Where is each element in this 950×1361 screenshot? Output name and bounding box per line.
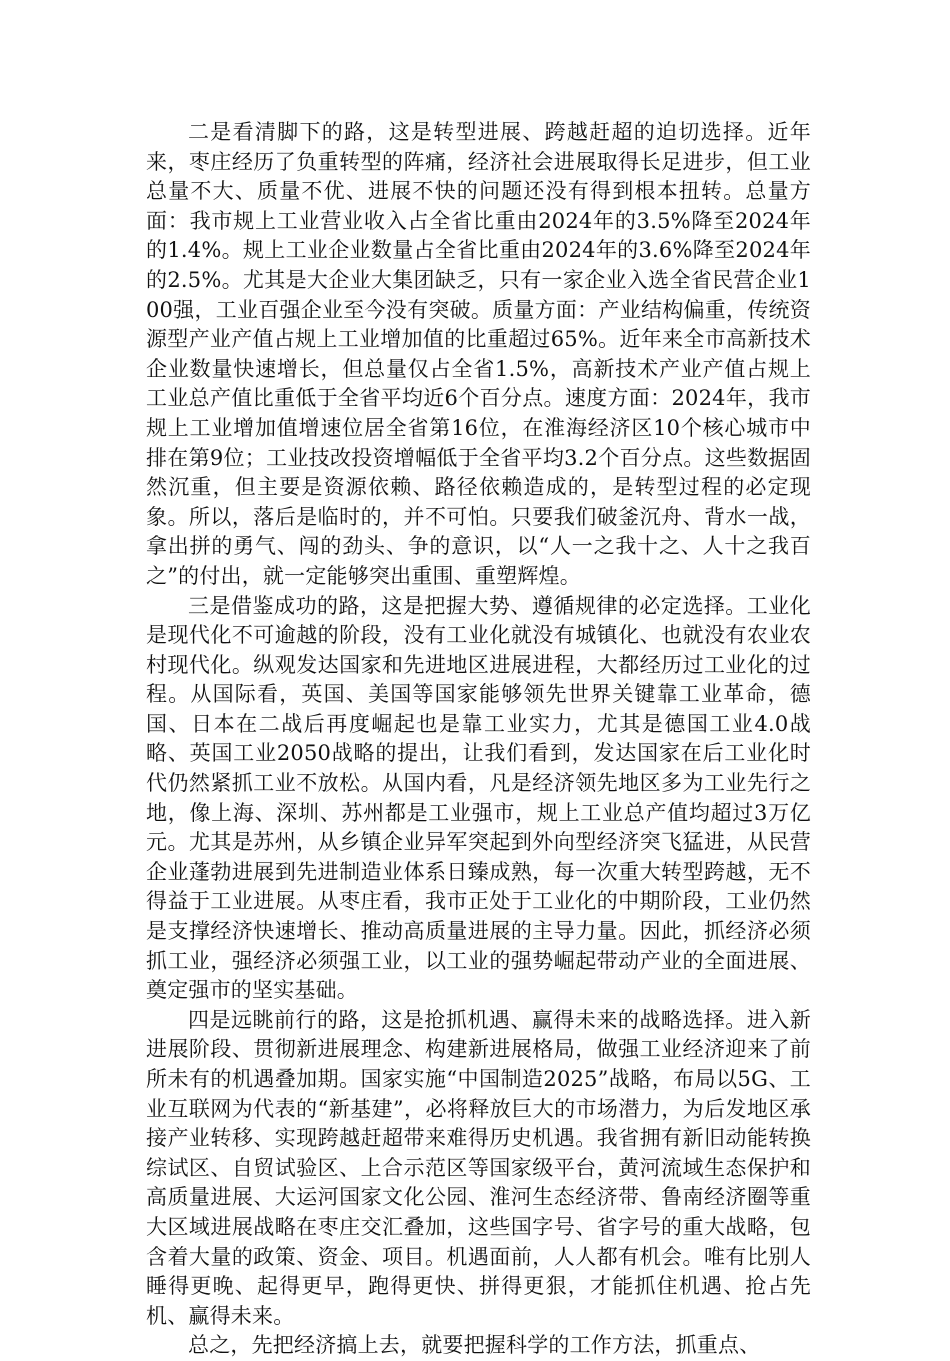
paragraph-3-successful-road: 三是借鉴成功的路，这是把握大势、遵循规律的必定选择。工业化是现代化不可逾越的阶段，没有工业化就没有城镇化、也就没有农业农村现代化。纵观发达国家和先进地区进展进程，大都经历过工业化的过程。从国际看，英国、美国等国家能够领先世界关键靠工业革命，德国、日本在二战后再度崛起也是靠工业实力，尤其是德国工业4.0战略、英国工业2050战略的提出，让我们看到，发达国家在后工业化时代仍然紧抓工业不放松。从国内看，凡是经济领先地区多为工业先行之地，像上海、深圳、苏州都是工业强市，规上工业总产值均超过3万亿元。尤其是苏州，从乡镇企业异军突起到外向型经济突飞猛进，从民营企业蓬勃进展到先进制造业体系日臻成熟，每一次重大转型跨越，无不得益于工业进展。从枣庄看，我市正处于工业化的中期阶段，工业仍然是支撑经济快速增长、推动高质量进展的主导力量。因此，抓经济必须抓工业，强经济必须强工业，以工业的强势崛起带动产业的全面进展、奠定强市的坚实基础。 — [146, 593, 811, 1003]
paragraph-summary: 总之，先把经济搞上去，就要把握科学的工作方法，抓重点、 — [188, 1333, 761, 1358]
paragraph-2-current-road: 二是看清脚下的路，这是转型进展、跨越赶超的迫切选择。近年来，枣庄经历了负重转型的阵痛，经济社会进展取得长足进步，但工业总量不大、质量不优、进展不快的问题还没有得到根本扭转。总量方面：我市规上工业营业收入占全省比重由2024年的3.5%降至2024年的1.4%。规上工业企业数量占全省比重由2024年的3.6%降至2024年的2.5%。尤其是大企业大集团缺乏，只有一家企业入选全省民营企业100强，工业百强企业至今没有突破。质量方面：产业结构偏重，传统资源型产业产值占规上工业增加值的比重超过65%。近年来全市高新技术企业数量快速增长，但总量仅占全省1.5%，高新技术产业产值占规上工业总产值比重低于全省平均近6个百分点。速度方面：2024年，我市规上工业增加值增速位居全省第16位，在淮海经济区10个核心城市中排在第9位；工业技改投资增幅低于全省平均3.2个百分点。这些数据固然沉重，但主要是资源依赖、路径依赖造成的，是转型过程的必定现象。所以，落后是临时的，并不可怕。只要我们破釜沉舟、背水一战，拿出拼的勇气、闯的劲头、争的意识，以“人一之我十之、人十之我百之”的付出，就一定能够突出重围、重塑辉煌。 — [146, 120, 811, 588]
paragraph-4-future-road: 四是远眺前行的路，这是抢抓机遇、赢得未来的战略选择。进入新进展阶段、贯彻新进展理念、构建新进展格局，做强工业经济迎来了前所未有的机遇叠加期。国家实施“中国制造2025”战略，布局以5G、工业互联网为代表的“新基建”，必将释放巨大的市场潜力，为后发地区承接产业转移、实现跨越赶超带来难得历史机遇。我省拥有新旧动能转换综试区、自贸试验区、上合示范区等国家级平台，黄河流域生态保护和高质量进展、大运河国家文化公园、淮河生态经济带、鲁南经济圈等重大区域进展战略在枣庄交汇叠加，这些国字号、省字号的重大战略，包含着大量的政策、资金、项目。机遇面前，人人都有机会。唯有比别人睡得更晚、起得更早，跑得更快、拼得更狠，才能抓住机遇、抢占先机、赢得未来。 — [146, 1007, 811, 1328]
document-body — [146, 118, 811, 1361]
